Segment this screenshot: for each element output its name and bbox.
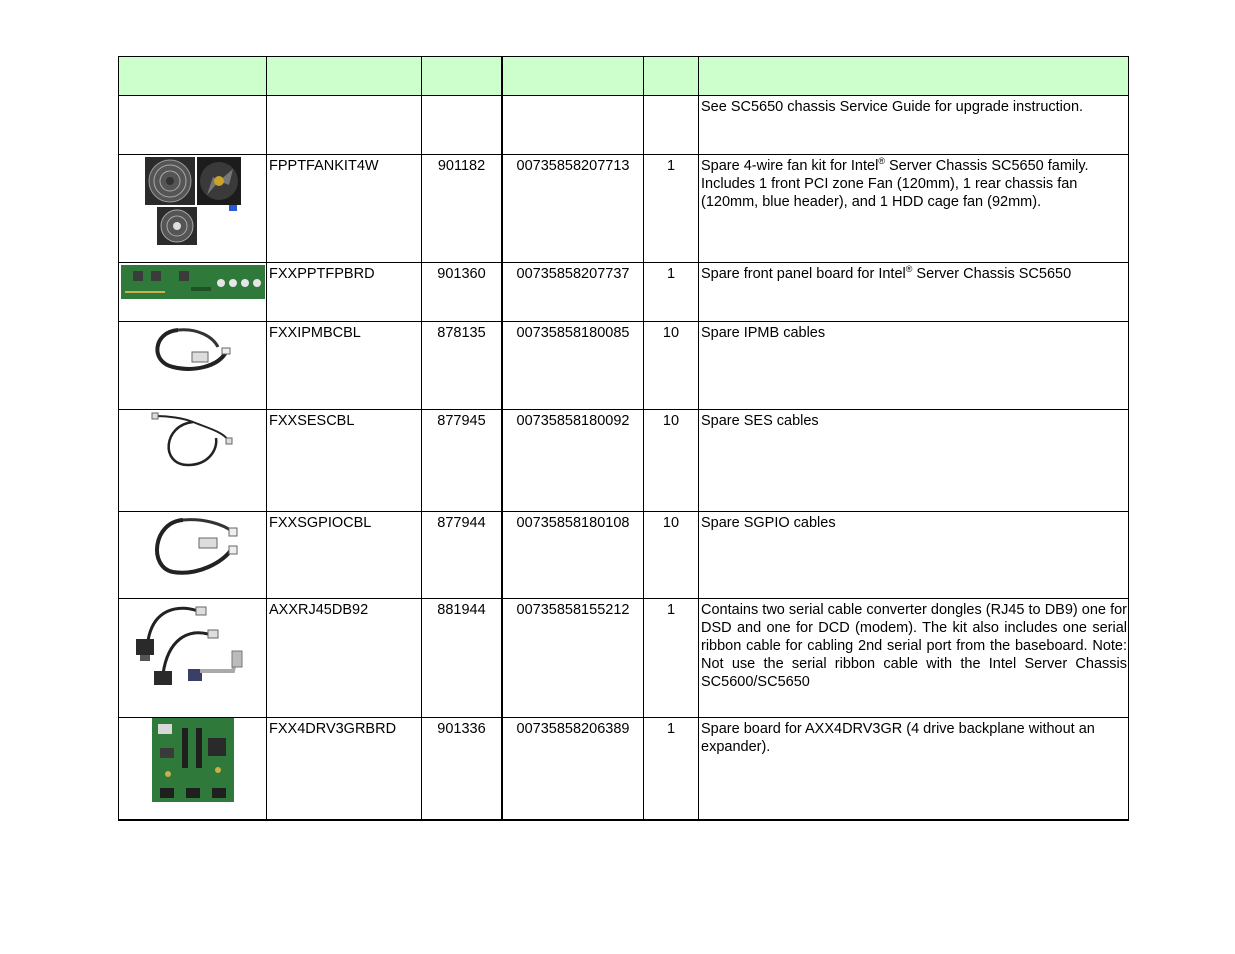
upc-cell — [502, 718, 644, 820]
upc-code: 00735858180085 — [516, 325, 630, 341]
upc-code: 00735858180092 — [516, 413, 630, 429]
table-row — [119, 263, 1129, 322]
quantity: 1 — [666, 266, 676, 282]
mm-cell — [422, 410, 503, 512]
product-code-cell — [267, 512, 422, 599]
product-code-cell — [267, 718, 422, 820]
product-code: FXXSGPIOCBL — [269, 515, 372, 531]
header-cell-qty — [644, 57, 699, 96]
description-cell — [699, 410, 1129, 512]
table-header-row — [119, 57, 1129, 96]
cable-icon — [143, 512, 243, 578]
upc-cell — [502, 410, 644, 512]
table-row — [119, 599, 1129, 718]
product-code-cell — [267, 263, 422, 322]
upc-code: 00735858207737 — [516, 266, 630, 282]
quantity: 10 — [662, 515, 680, 531]
qty-cell — [644, 718, 699, 820]
quantity: 1 — [666, 158, 676, 174]
registered-mark: ® — [878, 156, 885, 167]
upgrade-note-text: See SC5650 chassis Service Guide for upgrade instruction. — [701, 99, 1084, 115]
product-code: FXXIPMBCBL — [269, 325, 361, 341]
upc-cell — [502, 155, 644, 263]
ipmb-cable-photo — [119, 322, 266, 382]
product-code-cell — [267, 155, 422, 263]
mm-number: 901336 — [437, 721, 486, 737]
image-cell — [119, 599, 267, 718]
product-code-cell — [267, 599, 422, 718]
mm-cell — [422, 512, 503, 599]
fan-icon — [143, 155, 243, 247]
fan-kit-photo — [119, 155, 266, 247]
empty-cell — [119, 96, 267, 155]
image-cell — [119, 263, 267, 322]
product-code: FXX4DRV3GRBRD — [269, 721, 397, 737]
empty-cell — [502, 96, 644, 155]
upc-code: 00735858207713 — [516, 158, 630, 174]
image-cell — [119, 718, 267, 820]
sgpio-cable-photo — [119, 512, 266, 578]
description-part: Server Chassis SC5650 family. Includes 1 front PCI zone Fan (120mm), 1 rear chassis fan (120mm, blue header), and 1 HDD cage fan (92mm). — [701, 158, 1089, 210]
description-cell — [699, 322, 1129, 410]
image-cell — [119, 155, 267, 263]
mm-cell — [422, 718, 503, 820]
serial-dongle-photo — [119, 599, 266, 689]
description-cell — [699, 263, 1129, 322]
upc-cell — [502, 512, 644, 599]
header-cell-product-code — [267, 57, 422, 96]
upc-code: 00735858155212 — [516, 602, 630, 618]
spares-table — [118, 56, 1129, 821]
product-code-cell — [267, 410, 422, 512]
description: Spare SGPIO cables — [701, 515, 836, 531]
qty-cell — [644, 599, 699, 718]
description — [699, 155, 1128, 211]
backplane-board-photo — [119, 718, 266, 802]
qty-cell — [644, 512, 699, 599]
description-part: Spare 4-wire fan kit for Intel — [701, 158, 879, 174]
serial-cable-icon — [128, 599, 258, 689]
product-code: FPPTFANKIT4W — [269, 158, 379, 174]
qty-cell — [644, 322, 699, 410]
table-row — [119, 718, 1129, 820]
circuit-board-icon — [121, 265, 265, 299]
mm-number: 901182 — [437, 158, 486, 174]
cable-icon — [148, 410, 238, 470]
qty-cell — [644, 155, 699, 263]
quantity: 1 — [666, 602, 676, 618]
upc-cell — [502, 263, 644, 322]
product-code: FXXPPTFPBRD — [269, 266, 375, 282]
quantity: 10 — [662, 413, 680, 429]
description-cell — [699, 155, 1129, 263]
image-cell — [119, 512, 267, 599]
table-row — [119, 155, 1129, 263]
mm-number: 901360 — [437, 266, 486, 282]
product-code: FXXSESCBL — [269, 413, 355, 429]
mm-number: 878135 — [437, 325, 486, 341]
front-panel-board-photo — [119, 263, 266, 299]
header-cell-mm — [422, 57, 503, 96]
empty-cell — [267, 96, 422, 155]
cable-icon — [148, 322, 238, 382]
table-row-upgrade-note — [119, 96, 1129, 155]
table-row — [119, 410, 1129, 512]
header-cell-image — [119, 57, 267, 96]
description — [699, 263, 1128, 283]
product-code: AXXRJ45DB92 — [269, 602, 369, 618]
mm-cell — [422, 599, 503, 718]
image-cell — [119, 322, 267, 410]
quantity: 1 — [666, 721, 676, 737]
quantity: 10 — [662, 325, 680, 341]
description: Contains two serial cable converter dongles (RJ45 to DB9) one for DSD and one for DCD (modem). The kit also includes one serial ribbon cable for cabling 2nd serial port from the baseboard. Note: Not use the serial ribbon cable with the Intel Server Chassis SC5600/SC5650 — [701, 602, 1127, 690]
empty-cell — [644, 96, 699, 155]
upc-cell — [502, 322, 644, 410]
description: Spare board for AXX4DRV3GR (4 drive backplane without an expander). — [701, 721, 1095, 755]
qty-cell — [644, 410, 699, 512]
registered-mark: ® — [905, 264, 913, 275]
upc-code: 00735858206389 — [516, 721, 630, 737]
table-row — [119, 322, 1129, 410]
upc-cell — [502, 599, 644, 718]
empty-cell — [422, 96, 503, 155]
product-code-cell — [267, 322, 422, 410]
image-cell — [119, 410, 267, 512]
description: Spare SES cables — [701, 413, 819, 429]
mm-cell — [422, 322, 503, 410]
upc-code: 00735858180108 — [516, 515, 630, 531]
qty-cell — [644, 263, 699, 322]
mm-number: 881944 — [437, 602, 486, 618]
header-cell-description — [699, 57, 1129, 96]
circuit-board-icon — [152, 718, 234, 802]
description-part: Server Chassis SC5650 — [912, 266, 1072, 282]
mm-number: 877944 — [437, 515, 486, 531]
description: Spare IPMB cables — [701, 325, 826, 341]
description-cell — [699, 96, 1129, 155]
header-cell-upc — [502, 57, 644, 96]
mm-cell — [422, 263, 503, 322]
mm-number: 877945 — [437, 413, 486, 429]
mm-cell — [422, 155, 503, 263]
table-row — [119, 512, 1129, 599]
description-part: Spare front panel board for Intel — [701, 266, 906, 282]
description-cell — [699, 599, 1129, 718]
ses-cable-photo — [119, 410, 266, 470]
description-cell — [699, 512, 1129, 599]
description-cell — [699, 718, 1129, 820]
